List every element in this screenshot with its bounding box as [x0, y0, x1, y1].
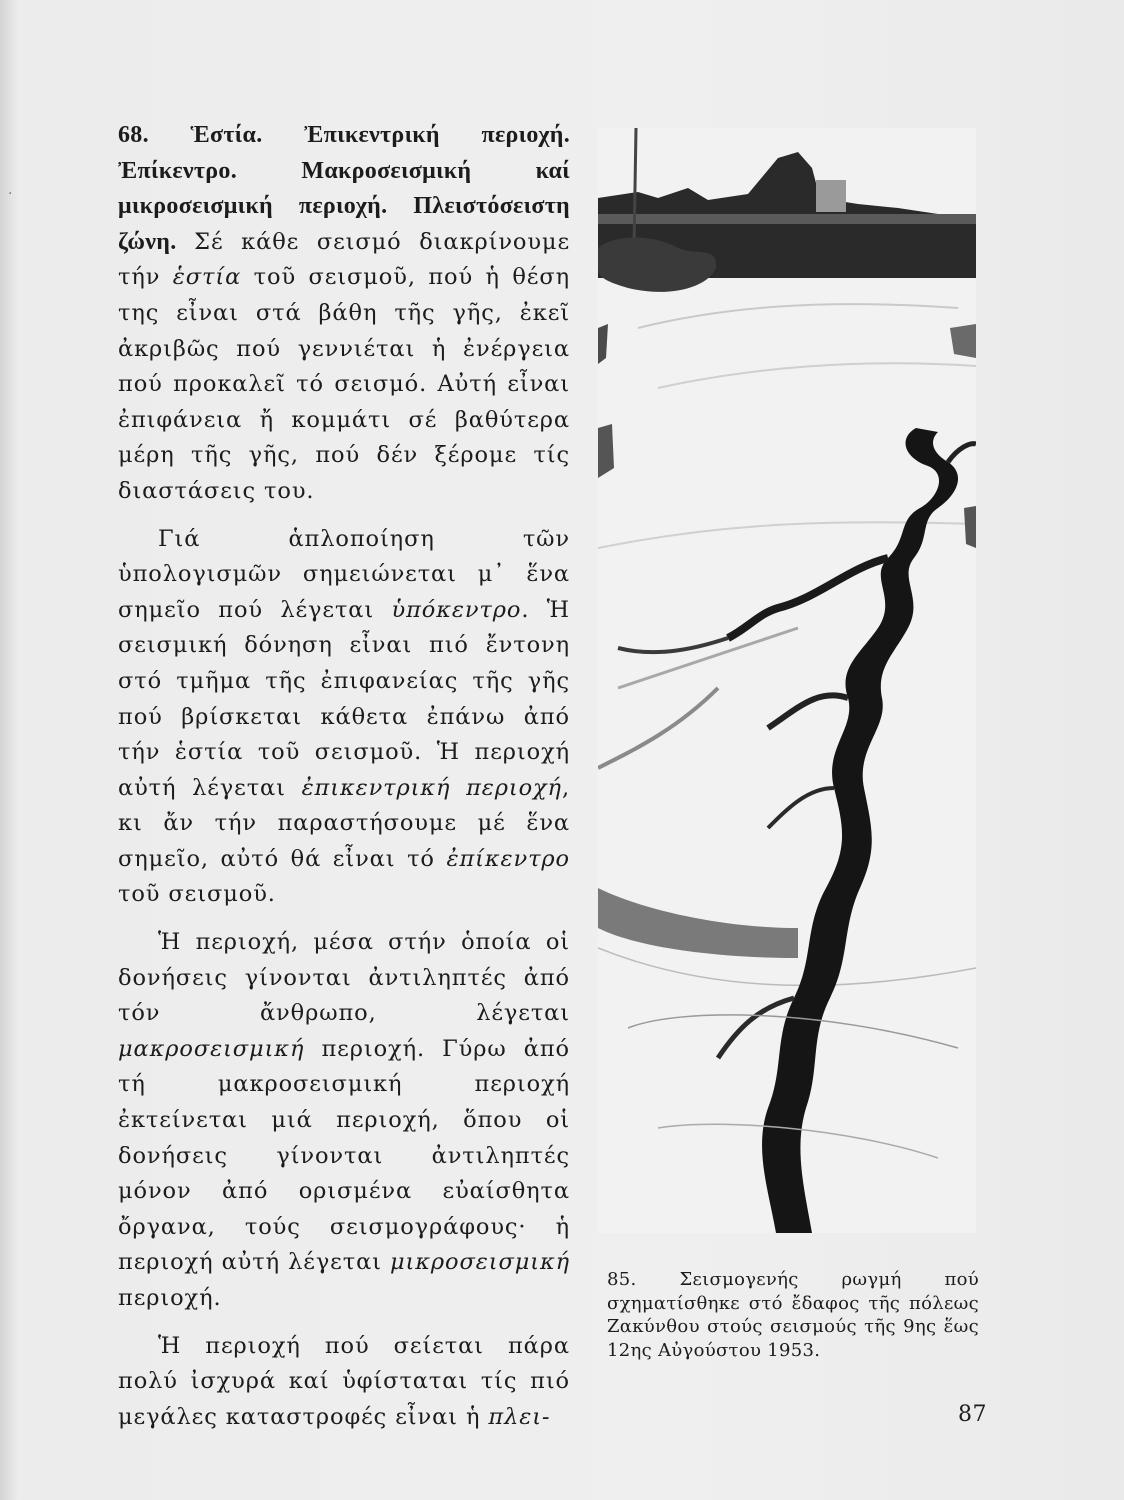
main-text-column: [118, 118, 570, 1435]
text-run: , κι ἄν τήν παραστήσουμε μέ ἕνα σημεῖο, αὐτό θά εἶναι τό: [118, 774, 571, 872]
term-pleistoseist: πλει-: [488, 1403, 551, 1430]
term-microseismic: μικροσεισμική: [390, 1249, 570, 1276]
term-hypocenter: ὑπόκεντρο: [391, 596, 522, 623]
text-run: Ἡ περιοχή πού σείεται πάρα πολύ ἰσχυρά καί ὑφίσταται τίς πιό μεγάλες καταστροφές εἶναι ἡ: [118, 1332, 570, 1430]
earthquake-crack-photo: [598, 128, 976, 1233]
photo-illustration: [598, 128, 976, 1233]
term-epicenter: ἐπίκεντρο: [446, 845, 570, 872]
paragraph-3: [118, 925, 570, 1317]
margin-mark: ·: [8, 186, 13, 202]
text-run: Ἡ περιοχή, μέσα στήν ὁποία οἱ δονήσεις γίνονται ἀντιληπτές ἀπό τόν ἄνθρωπο, λέγεται: [118, 929, 570, 1027]
figure-caption: 85. Σεισμογενής ρωγμή πού σχηματίσθηκε στό ἔδαφος τῆς πόλεως Ζακύνθου στούς σεισμούς τῆς 9ης ἕως 12ης Αὐγούστου 1953.: [607, 1269, 979, 1361]
page-number: 87: [958, 1402, 987, 1427]
term-epicentral-area: ἐπικεντρική περιοχή: [301, 774, 562, 801]
text-run: τοῦ σεισμοῦ.: [118, 881, 276, 908]
term-macroseismic: μακροσεισμική: [118, 1035, 305, 1062]
text-run: Γιά ἁπλοποίηση τῶν ὑπολογισμῶν σημειώνεται μ᾿ ἕνα σημεῖο πού λέγεται: [118, 525, 570, 623]
paragraph-4: [118, 1329, 570, 1436]
section-heading: 68. Ἑστία. Ἐπικεντρική περιοχή. Ἐπίκεντρο. Μακροσεισμική καί μικροσεισμική περιοχή. Πλειστόσειστη ζώνη.: [118, 122, 570, 255]
term-estia: ἑστία: [172, 264, 242, 291]
text-run: τοῦ σεισμοῦ, πού ἡ θέση της εἶναι στά βάθη τῆς γῆς, ἐκεῖ ἀκριβῶς πού γεννιέται ἡ ἐνέργεια πού προκαλεῖ τό σεισμό. Αὐτή εἶναι ἐπιφάνεια ἤ κομμάτι σέ βαθύτερα μέρη τῆς γῆς, πού δέν ξέρομε τίς διαστάσεις του.: [118, 264, 571, 504]
text-run: περιοχή.: [118, 1285, 222, 1311]
text-run: περιοχή. Γύρω ἀπό τή μακροσεισμική περιοχή ἐκτείνεται μιά περιοχή, ὅπου οἱ δονήσεις γίνονται ἀντιληπτές μόνον ἀπό ορισμένα εὐαίσθητα ὄργανα, τούς σεισμογράφους· ἡ περιοχή αὐτή λέγεται: [118, 1035, 570, 1276]
text-run: Σέ κάθε σεισμό διακρίνουμε τήν: [118, 228, 570, 291]
text-run: . Ἡ σεισμική δόνηση εἶναι πιό ἔντονη στό τμῆμα τῆς ἐπιφανείας τῆς γῆς πού βρίσκεται κάθετα ἐπάνω ἀπό τήν ἑστία τοῦ σεισμοῦ. Ἡ περιοχή αὐτή λέγεται: [118, 596, 570, 801]
section-paragraph-1: [118, 118, 570, 510]
paragraph-2: [118, 522, 570, 914]
